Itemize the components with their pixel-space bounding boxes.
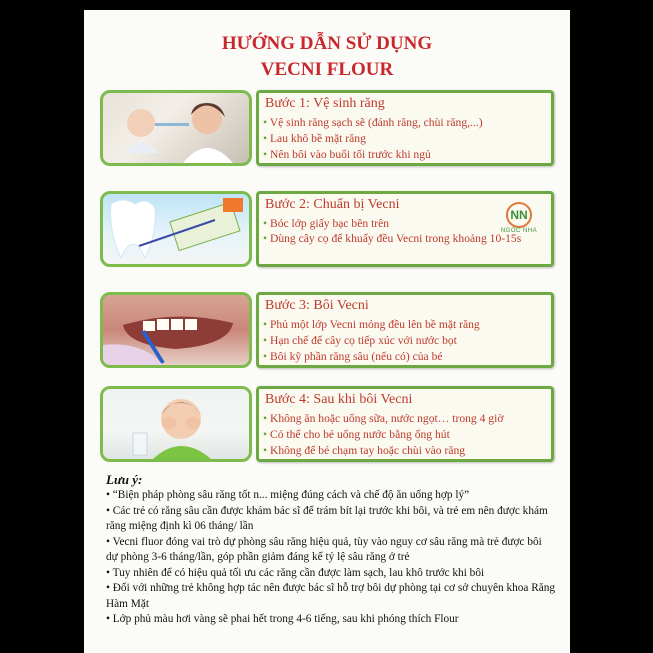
note-item: • Vecni fluor đóng vai trò dự phòng sâu răng hiệu quả, tùy vào nguy cơ sâu răng mà trẻ được bôi dự phòng 3-6 tháng/lần, góp phần giảm đáng kể tỷ lệ sâu răng ở trẻ [106,535,542,563]
step-2 [100,191,554,267]
list-item: • Bôi kỹ phần răng sâu (nếu có) của bé [263,350,443,363]
step-1-photo [100,90,252,166]
step-1-card [256,90,554,166]
step-1-heading: Bước 1: Vệ sinh răng [265,96,385,111]
list-item: • Có thể cho bé uống nước bằng ống hút [263,428,450,441]
step-2-photo [100,191,252,267]
step-3-heading: Bước 3: Bôi Vecni [265,298,369,313]
page-subtitle: VECNI FLOUR [260,59,394,80]
step-3-photo [100,292,252,368]
notes-title: Lưu ý: [106,472,143,487]
step-3 [100,292,554,368]
list-item: • Bóc lớp giấy bạc bên trên [263,217,390,230]
list-item: • Nên bôi vào buổi tối trước khi ngủ [263,148,431,161]
notes-section [106,472,556,628]
list-item: • Hạn chế để cây cọ tiếp xúc với nước bọt [263,334,457,347]
step-1-list [263,115,545,163]
step-4 [100,386,554,462]
step-4-list [263,411,545,459]
list-item: • Vệ sinh răng sạch sẽ (đánh răng, chùi răng,...) [263,116,483,129]
step-4-card [256,386,554,462]
list-item: • Không để bé chạm tay hoặc chùi vào răng [263,444,466,457]
guide-page [84,10,570,653]
note-item: • Lớp phủ màu hơi vàng sẽ phai hết trong 4-6 tiếng, sau khi phóng thích Flour [106,613,459,625]
note-item: • Các trẻ có răng sâu cần được khám bác sĩ để trám bít lại trước khi bôi, và trẻ em nên được khám răng miệng định kì 06 tháng/ lần [106,504,548,532]
note-item: • Tuy nhiên để có hiệu quả tối ưu các răng cần được làm sạch, lau khô trước khi bôi [106,566,485,579]
ngoc-nha-logo: NN NGOC NHA [496,202,542,240]
page-title: HƯỚNG DẪN SỬ DỤNG [221,33,433,54]
list-item: • Lau khô bề mặt răng [263,132,366,145]
step-4-photo [100,386,252,462]
note-item: • Đối với những trẻ không hợp tác nên được bác sĩ hỗ trợ bôi dự phòng tại cơ sở chuyên khoa Răng Hàm Mặt [106,582,556,610]
step-1 [100,90,554,166]
list-item: • Phủ một lớp Vecni mỏng đều lên bề mặt răng [263,318,480,331]
list-item: • Không ăn hoặc uống sữa, nước ngọt… trong 4 giờ [263,412,504,425]
step-4-heading: Bước 4: Sau khi bôi Vecni [265,392,413,407]
list-item: • Dùng cây cọ để khuấy đều Vecni trong khoảng 10-15s [263,232,522,245]
note-item: • “Biện pháp phòng sâu răng tốt n... miệng đúng cách và chế độ ăn uống hợp lý” [106,489,470,501]
step-3-list [263,317,545,365]
step-3-card [256,292,554,368]
step-2-heading: Bước 2: Chuẩn bị Vecni [265,197,400,212]
